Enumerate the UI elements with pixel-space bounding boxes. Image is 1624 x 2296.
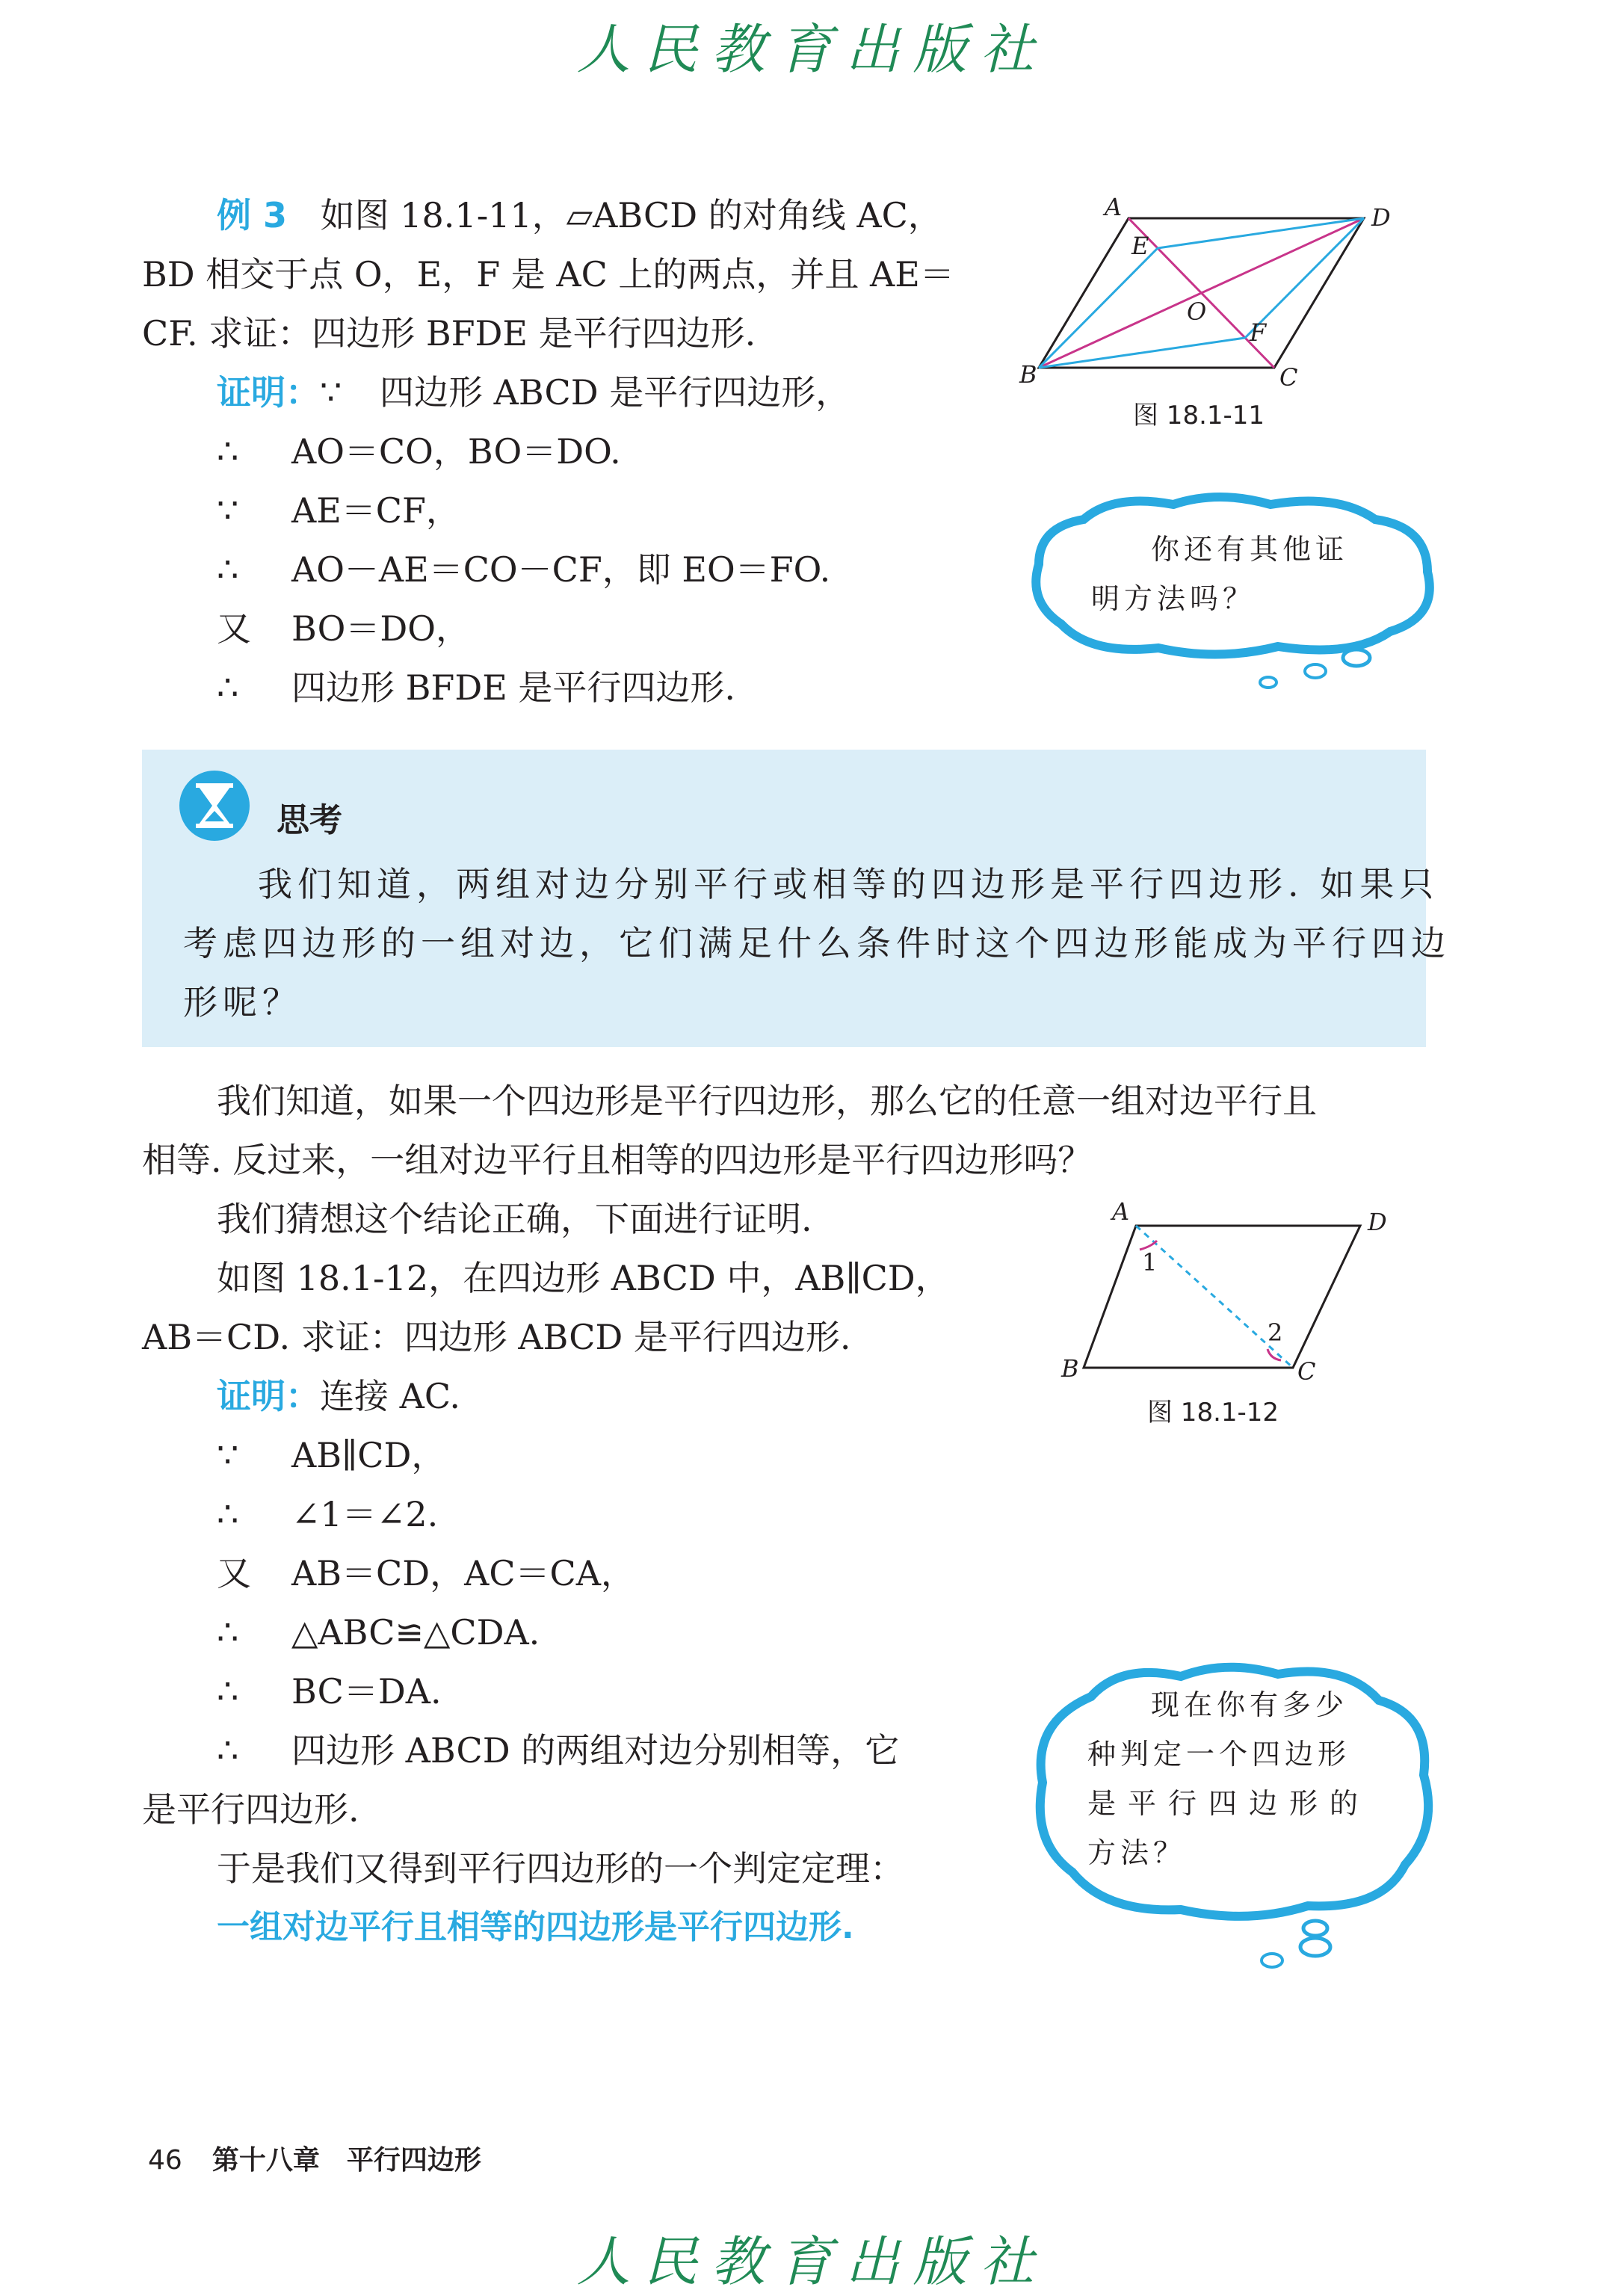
proof-text: BC＝DA. xyxy=(291,1671,442,1712)
proof1-line4 xyxy=(217,547,830,592)
proof-text: AO－AE＝CO－CF，即 EO＝FO. xyxy=(291,549,831,590)
publisher-watermark-bottom: 人民教育出版社 xyxy=(576,2230,1048,2293)
cloud-bubble xyxy=(1303,1921,1327,1936)
proof-text: 四边形 BFDE 是平行四边形. xyxy=(291,667,736,708)
page-number: 46 xyxy=(148,2145,182,2176)
cloud-bubble xyxy=(1260,677,1276,688)
proof-text: △ABC≌△CDA. xyxy=(291,1612,540,1652)
cloud2-line2: 种判定一个四边形 xyxy=(1087,1738,1351,1771)
body-p1-line1: 我们知道，如果一个四边形是平行四边形，那么它的任意一组对边平行且 xyxy=(217,1081,1317,1121)
figure-18-1-12 xyxy=(1054,1196,1398,1390)
think-line3: 形呢？ xyxy=(183,982,302,1022)
proof-text: 连接 AC. xyxy=(320,1376,461,1416)
label-o: O xyxy=(1187,297,1207,326)
proof-text: 四边形 ABCD 是平行四边形， xyxy=(380,372,850,413)
figure-caption-18-1-12: 图 18.1-12 xyxy=(1147,1398,1279,1428)
proof-symbol: ∴ xyxy=(217,549,239,590)
proof-symbol: 又 xyxy=(217,608,251,649)
proof-text: AB＝CD，AC＝CA， xyxy=(291,1553,635,1593)
proof2-line1 xyxy=(217,1433,445,1478)
example3-line1 xyxy=(217,193,942,238)
proof-text: AE＝CF， xyxy=(291,490,460,531)
proof-symbol: ∴ xyxy=(217,431,239,472)
hourglass-icon xyxy=(178,769,251,842)
theorem-intro: 于是我们又得到平行四边形的一个判定定理： xyxy=(217,1848,904,1889)
proof-symbol: ∴ xyxy=(217,1671,239,1712)
label-c: C xyxy=(1279,363,1298,389)
proof-symbol: ∵ xyxy=(217,1435,239,1475)
think-title: 思考 xyxy=(277,801,342,839)
label-a: A xyxy=(1105,194,1123,221)
cloud2-line1: 现在你有多少 xyxy=(1151,1688,1349,1721)
body-p1-line2: 相等. 反过来，一组对边平行且相等的四边形是平行四边形吗？ xyxy=(142,1140,1093,1180)
label-b: B xyxy=(1019,360,1037,389)
proof2-line6 xyxy=(217,1728,899,1773)
page-footer xyxy=(148,2139,481,2177)
label-e: E xyxy=(1131,232,1149,260)
cloud-bubble xyxy=(1305,664,1326,678)
proof-label: 证明： xyxy=(217,372,320,413)
cloud-bubble xyxy=(1262,1954,1282,1967)
proof2-line3 xyxy=(217,1551,635,1596)
cloud2-line3: 是平行四边形的 xyxy=(1087,1787,1371,1820)
proof2-line4 xyxy=(217,1610,540,1655)
figure-18-1-11 xyxy=(1016,194,1405,389)
label-b: B xyxy=(1061,1354,1079,1383)
proof-symbol: ∴ xyxy=(217,1730,239,1771)
proof1-line5 xyxy=(217,606,470,651)
proof-symbol: ∵ xyxy=(217,490,239,531)
proof-text: AB∥CD， xyxy=(291,1435,446,1475)
example3-line3: CF. 求证：四边形 BFDE 是平行四边形. xyxy=(142,313,756,354)
label-c: C xyxy=(1297,1357,1316,1386)
proof1-line6 xyxy=(217,665,735,710)
cloud-bubble xyxy=(1300,1938,1330,1956)
proof-text: BO＝DO， xyxy=(291,608,470,649)
proof-text: 四边形 ABCD 的两组对边分别相等，它 xyxy=(291,1730,900,1771)
proof1-line2 xyxy=(217,429,621,474)
diagonal-bd xyxy=(1039,218,1364,368)
proof-symbol: ∴ xyxy=(217,1612,239,1652)
proof2-line2 xyxy=(217,1492,438,1537)
proof2-first xyxy=(217,1374,460,1419)
example3-text1: 如图 18.1-11，▱ABCD 的对角线 AC， xyxy=(320,195,942,235)
chapter-title: 平行四边形 xyxy=(346,2145,481,2176)
figure-caption-18-1-11: 图 18.1-11 xyxy=(1133,401,1265,430)
body-p3-line1: 如图 18.1-12，在四边形 ABCD 中，AB∥CD， xyxy=(217,1258,950,1298)
proof-symbol: ∵ xyxy=(320,372,342,413)
body-p3-line2: AB＝CD. 求证：四边形 ABCD 是平行四边形. xyxy=(142,1317,851,1357)
think-line1: 我们知道，两组对边分别平行或相等的四边形是平行四边形. 如果只 xyxy=(258,864,1439,904)
proof-symbol: 又 xyxy=(217,1553,251,1593)
proof-symbol: ∴ xyxy=(217,667,239,708)
publisher-watermark-top: 人民教育出版社 xyxy=(576,18,1048,81)
cloud-bubble xyxy=(1343,649,1370,666)
proof2-line5 xyxy=(217,1669,442,1714)
example-label: 例 3 xyxy=(217,195,288,235)
quadrilateral-abcd xyxy=(1084,1226,1360,1368)
proof-symbol: ∴ xyxy=(217,1494,239,1534)
proof-text: ∠1＝∠2. xyxy=(291,1494,439,1534)
proof1-line1 xyxy=(217,370,850,415)
proof-text: AO＝CO，BO＝DO. xyxy=(291,431,621,472)
cloud2-line4: 方法？ xyxy=(1087,1836,1187,1869)
example3-line2: BD 相交于点 O，E，F 是 AC 上的两点，并且 AE＝ xyxy=(142,254,954,294)
label-f: F xyxy=(1250,318,1267,347)
proof-label: 证明： xyxy=(217,1376,320,1416)
label-a: A xyxy=(1112,1197,1130,1226)
body-p2: 我们猜想这个结论正确，下面进行证明. xyxy=(217,1199,812,1239)
label-d: D xyxy=(1371,203,1391,232)
label-d: D xyxy=(1368,1208,1387,1236)
label-angle2: 2 xyxy=(1268,1318,1283,1347)
think-line2: 考虑四边形的一组对边，它们满足什么条件时这个四边形能成为平行四边 xyxy=(183,923,1451,963)
label-angle1: 1 xyxy=(1142,1248,1158,1277)
proof2-cont: 是平行四边形. xyxy=(142,1789,359,1830)
chapter-number: 第十八章 xyxy=(212,2145,320,2176)
think-box xyxy=(142,750,1451,1047)
cloud1-line1: 你还有其他证 xyxy=(1151,533,1349,566)
theorem-statement: 一组对边平行且相等的四边形是平行四边形. xyxy=(217,1908,854,1946)
cloud1-line2: 明方法吗？ xyxy=(1091,582,1256,615)
proof1-line3 xyxy=(217,488,460,533)
